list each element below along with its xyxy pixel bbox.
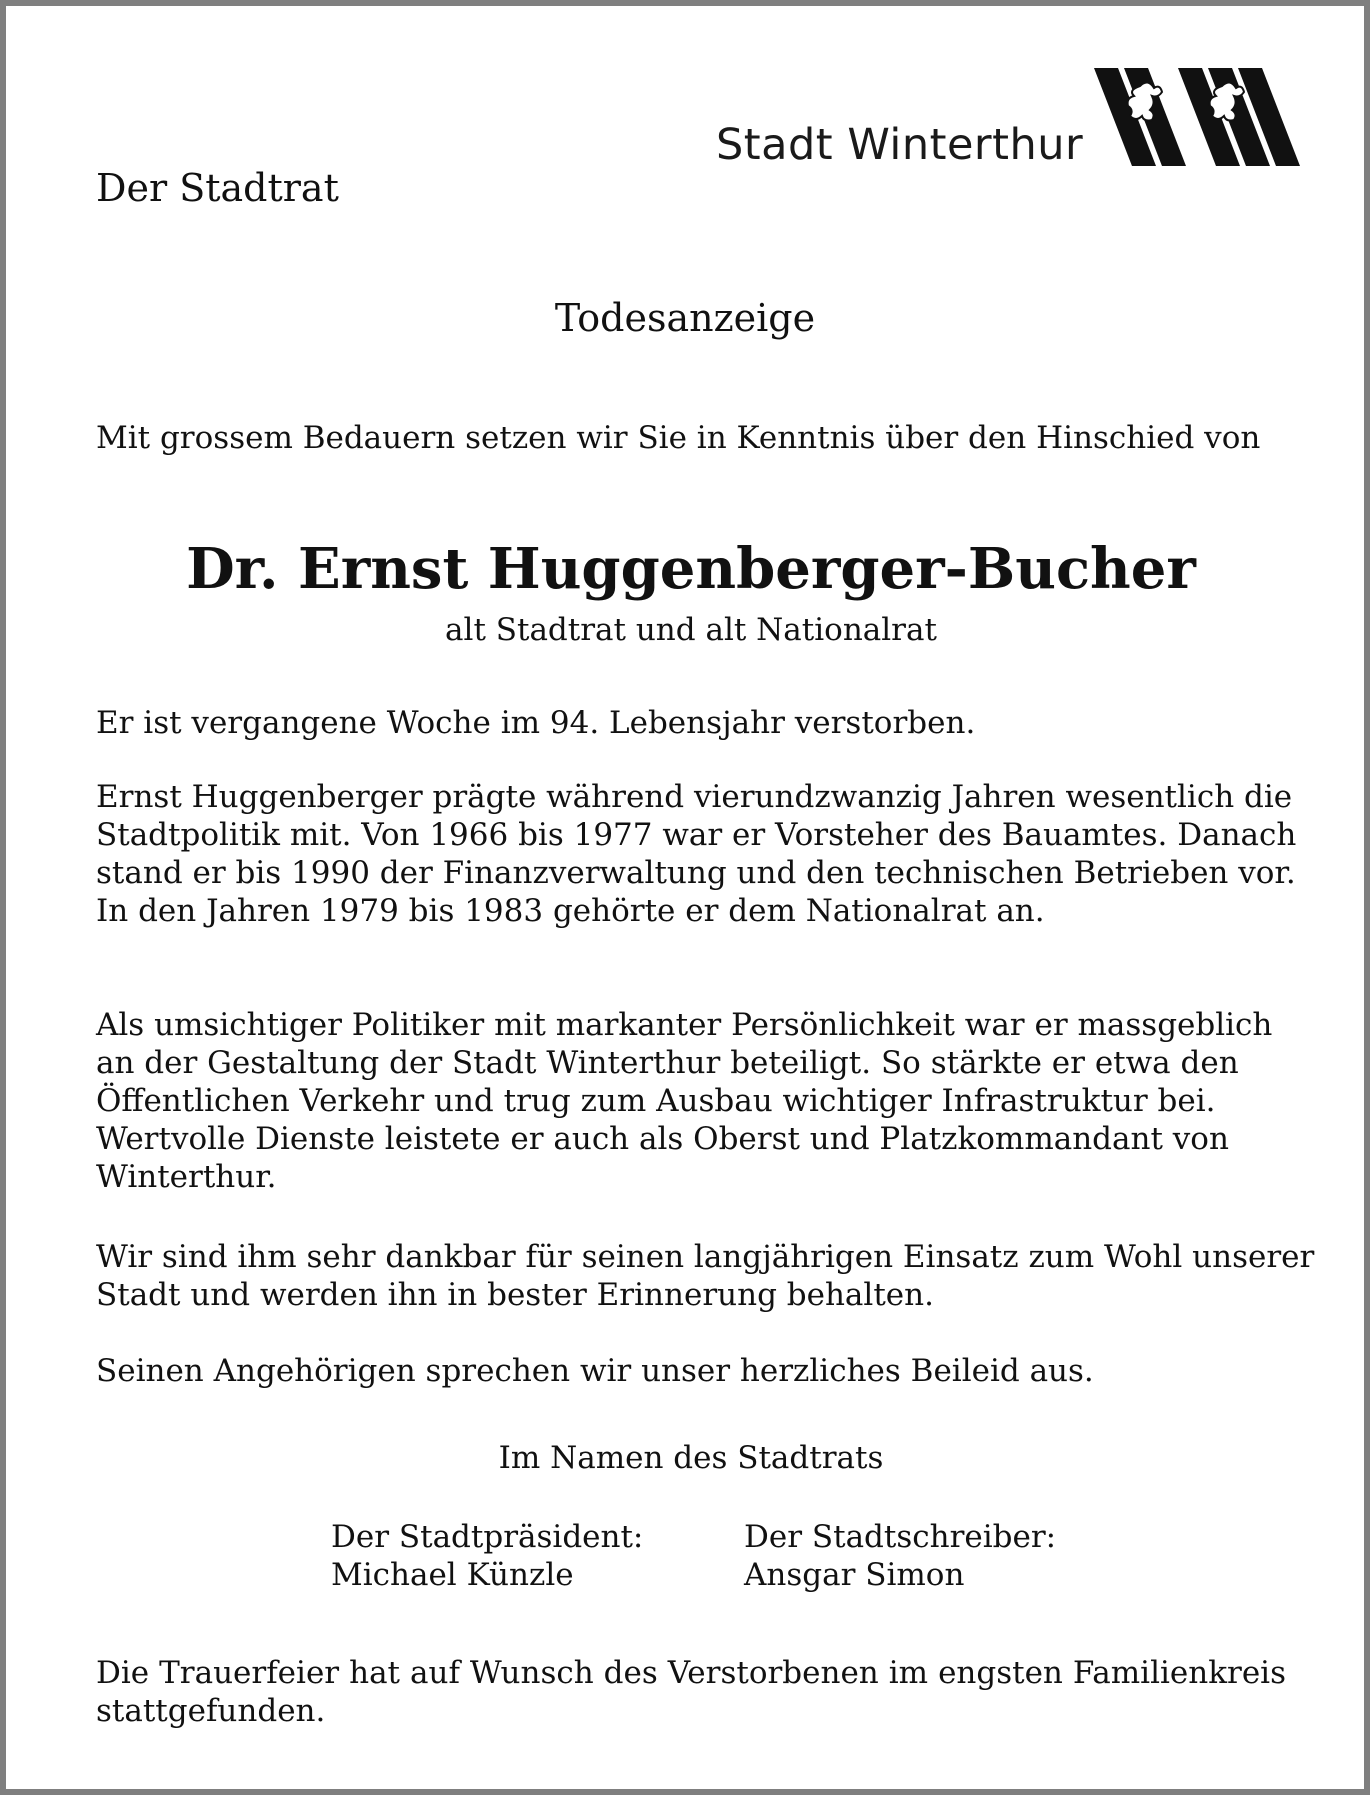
paragraph-merits: Als umsichtiger Politiker mit markanter Persönlichkeit war er massgeblich an der Gestaltung der Stadt Winterthur beteiligt. So stärkte er etwa den Öffentlichen Verkehr und trug zum Ausbau wichtiger Infrastruktur bei. Wertvolle Dienste leistete er auch als Oberst und Platzkommandant von Winterthur. <box>96 1007 1273 1195</box>
city-logo <box>716 68 1301 176</box>
paragraph-career: Ernst Huggenberger prägte während vierundzwanzig Jahren wesentlich die Stadtpolitik mit. Von 1966 bis 1977 war er Vorsteher des Bauamtes. Danach stand er bis 1990 der Finanzverwaltung und den technischen Betrieben vor. In den Jahren 1979 bis 1983 gehörte er dem Nationalrat an. <box>96 779 1297 929</box>
sender-label: Der Stadtrat <box>96 166 339 210</box>
document-page <box>6 6 1364 1789</box>
intro-line: Mit grossem Bedauern setzen wir Sie in Kenntnis über den Hinschied von <box>96 420 1261 456</box>
logo-text: Stadt Winterthur <box>716 120 1084 170</box>
paragraph-condolences: Seinen Angehörigen sprechen wir unser herzliches Beileid aus. <box>96 1353 1094 1389</box>
paragraph-death: Er ist vergangene Woche im 94. Lebensjahr verstorben. <box>96 705 976 741</box>
notice-title: Todesanzeige <box>554 296 816 340</box>
deceased-title: alt Stadtrat und alt Nationalrat <box>445 612 937 648</box>
signature-clerk <box>744 1518 1056 1594</box>
president-name: Michael Künzle <box>331 1557 574 1593</box>
deceased-name: Dr. Ernst Huggenberger-Bucher <box>186 536 1196 602</box>
paragraph-thanks: Wir sind ihm sehr dankbar für seinen langjährigen Einsatz zum Wohl unserer Stadt und werden ihn in bester Erinnerung behalten. <box>96 1239 1315 1313</box>
signature-president <box>331 1518 643 1594</box>
clerk-name: Ansgar Simon <box>744 1557 965 1593</box>
clerk-role: Der Stadtschreiber: <box>744 1519 1057 1555</box>
closing-line: Im Namen des Stadtrats <box>498 1440 884 1476</box>
coat-of-arms-icon <box>1094 68 1301 166</box>
president-role: Der Stadtpräsident: <box>331 1519 644 1555</box>
paragraph-funeral: Die Trauerfeier hat auf Wunsch des Verstorbenen im engsten Familienkreis stattgefunden. <box>96 1655 1286 1729</box>
